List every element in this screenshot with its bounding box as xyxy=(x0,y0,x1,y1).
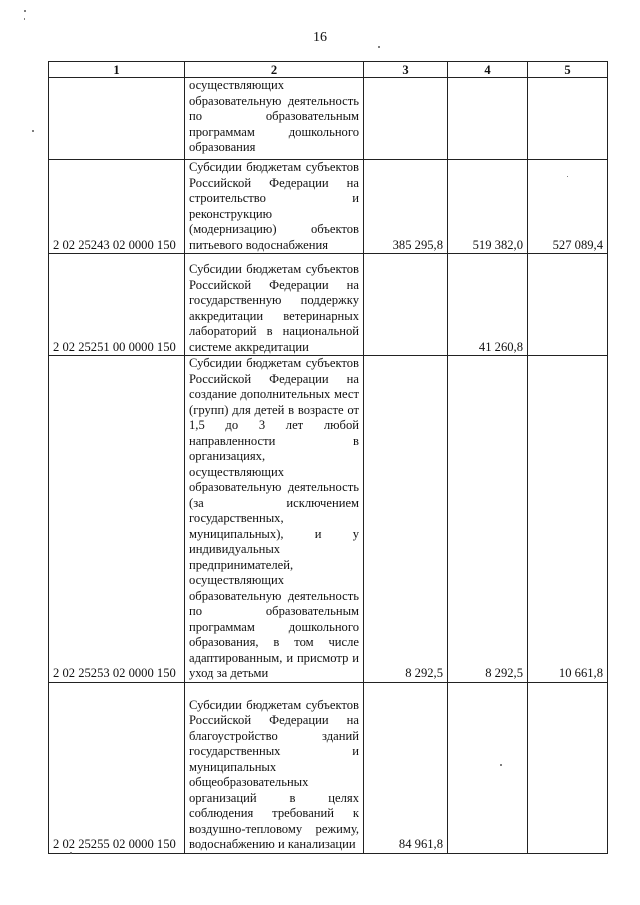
row-value-col4: 519 382,0 xyxy=(448,160,528,254)
row-value-col4: 41 260,8 xyxy=(448,254,528,356)
row-description: осуществляющих образовательную деятельность по образовательным программам дошкольного образования xyxy=(185,78,364,160)
column-header-3: 3 xyxy=(364,62,448,78)
row-description: Субсидии бюджетам субъектов Российской Федерации на благоустройство зданий государственных и муниципальных общеобразовательных организаций в целях соблюдения требований к воздушно-тепловому режиму, водоснабжению и канализации xyxy=(185,682,364,853)
row-value-col3: 8 292,5 xyxy=(364,356,448,683)
table-row xyxy=(49,160,608,254)
row-value-col5 xyxy=(528,682,608,853)
scan-speck xyxy=(24,10,26,12)
table-row xyxy=(49,682,608,853)
scan-speck xyxy=(378,46,380,48)
scan-speck xyxy=(32,130,34,132)
column-header-4: 4 xyxy=(448,62,528,78)
row-value-col3 xyxy=(364,254,448,356)
row-code: 2 02 25253 02 0000 150 xyxy=(49,356,185,683)
row-code: 2 02 25255 02 0000 150 xyxy=(49,682,185,853)
page-number: 16 xyxy=(313,30,327,45)
scan-speck xyxy=(70,852,72,854)
column-header-1: 1 xyxy=(49,62,185,78)
column-header-2: 2 xyxy=(185,62,364,78)
scan-speck xyxy=(24,18,25,20)
row-value-col3 xyxy=(364,78,448,160)
table-row xyxy=(49,78,608,160)
budget-table xyxy=(48,61,608,854)
row-value-col4: 8 292,5 xyxy=(448,356,528,683)
row-description: Субсидии бюджетам субъектов Российской Федерации на государственную поддержку аккредитации ветеринарных лабораторий в национальной системе аккредитации xyxy=(185,254,364,356)
row-code xyxy=(49,78,185,160)
table-row xyxy=(49,254,608,356)
row-code: 2 02 25243 02 0000 150 xyxy=(49,160,185,254)
row-value-col5 xyxy=(528,78,608,160)
row-value-col3: 84 961,8 xyxy=(364,682,448,853)
column-header-5: 5 xyxy=(528,62,608,78)
row-code: 2 02 25251 00 0000 150 xyxy=(49,254,185,356)
row-value-col3: 385 295,8 xyxy=(364,160,448,254)
row-description: Субсидии бюджетам субъектов Российской Федерации на создание дополнительных мест (групп) для детей в возрасте от 1,5 до 3 лет любой направленности в организациях, осуществляющих образовательную деятельность (за исключением государственных, муниципальных), и у индивидуальных предпринимателей, осуществляющих образовательную деятельность по образовательным программам дошкольного образования, в том числе адаптированным, и присмотр и уход за детьми xyxy=(185,356,364,683)
row-value-col5: 10 661,8 xyxy=(528,356,608,683)
scan-speck xyxy=(567,176,568,177)
table-header-row xyxy=(49,62,608,78)
row-value-col5: 527 089,4 xyxy=(528,160,608,254)
table-row xyxy=(49,356,608,683)
row-value-col5 xyxy=(528,254,608,356)
row-value-col4 xyxy=(448,78,528,160)
row-description: Субсидии бюджетам субъектов Российской Федерации на строительство и реконструкцию (модернизацию) объектов питьевого водоснабжения xyxy=(185,160,364,254)
row-value-col4 xyxy=(448,682,528,853)
scan-speck xyxy=(500,764,502,766)
